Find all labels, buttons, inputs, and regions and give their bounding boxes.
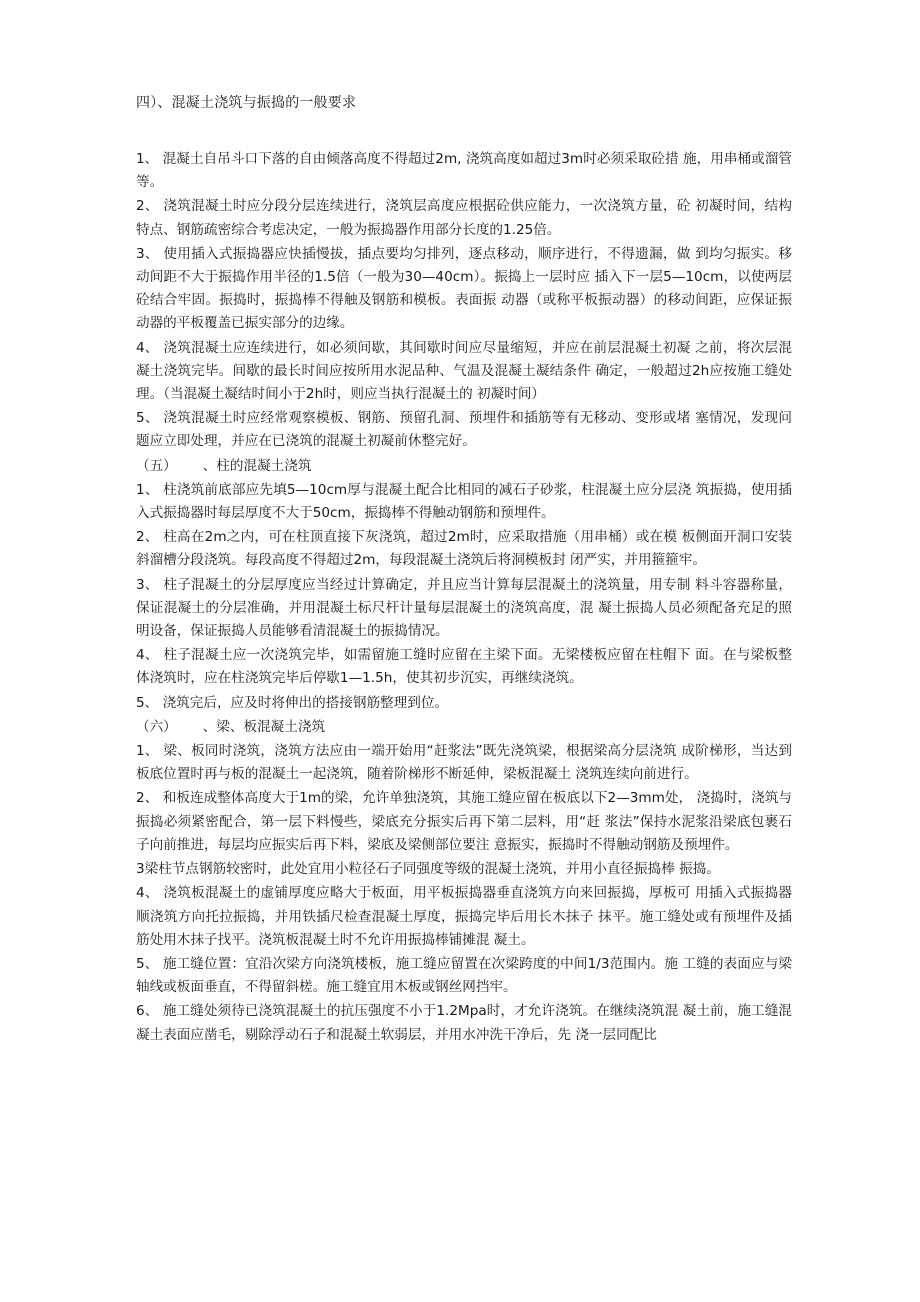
paragraph-4-4: 4、 浇筑混凝土应连续进行，如必须间歇，其间歇时间应尽量缩短，并应在前层混凝土初凝 之前，将次层混凝土浇筑完毕。间歇的最长时间应按所用水泥品种、气温及混凝土凝结条件 确定，一般超过2h应按施工缝处理。（当混凝土凝结时间小于2h时，则应当执行混凝土的 初凝时间） (136, 339, 792, 403)
section-heading-column: （五） 、柱的混凝土浇筑 (136, 457, 312, 474)
paragraph-5-1: 1、 柱浇筑前底部应先填5—10cm厚与混凝土配合比相同的减石子砂浆，柱混凝土应分层浇 筑振捣，使用插入式振捣器时每层厚度不大于50cm，振捣棒不得触动钢筋和预埋件。 (136, 481, 792, 522)
document-page (136, 92, 792, 1048)
paragraph-5-3: 3、 柱子混凝土的分层厚度应当经过计算确定，并且应当计算每层混凝土的浇筑量，用专制 料斗容器称量，保证混凝土的分层准确，并用混凝土标尺杆计量每层混凝土的浇筑高度，混 凝土振捣人员必须配备充足的照明设备，保证振捣人员能够看清混凝土的振捣情况。 (136, 576, 792, 640)
paragraph-4-2: 2、 浇筑混凝土时应分段分层连续进行，浇筑层高度应根据砼供应能力，一次浇筑方量，砼 初凝时间，结构特点、钢筋疏密综合考虑决定，一般为振捣器作用部分长度的1.25倍。 (136, 198, 792, 238)
paragraph-5-2: 2、 柱高在2m之内，可在柱顶直接下灰浇筑，超过2m时，应采取措施（用串桶）或在模 板侧面开洞口安装斜溜槽分段浇筑。每段高度不得超过2m，每段混凝土浇筑后将洞模板封 闭严实，并用箍箍牢。 (136, 529, 792, 569)
paragraph-5-5: 5、 浇筑完后，应及时将伸出的搭接钢筋整理到位。 (136, 694, 449, 711)
paragraph-4-3: 3、 使用插入式振捣器应快插慢拔，插点要均匀排列，逐点移动，顺序进行，不得遗漏，做 到均匀振实。移动间距不大于振捣作用半径的1.5倍（一般为30—40cm）。振捣上一层时应 插入下一层5—10cm，以使两层砼结合牢固。振捣时，振捣棒不得触及钢筋和模板。表面振 动器（或称平板振动器）的移动间距，应保证振动器的平板覆盖已振实部分的边缘。 (136, 245, 792, 332)
paragraph-4-5: 5、 浇筑混凝土时应经常观察模板、钢筋、预留孔洞、预埋件和插筋等有无移动、变形或堵 塞情况，发现问题应立即处理，并应在已浇筑的混凝土初凝前休整完好。 (136, 410, 792, 450)
section-heading-beam-slab: （六） 、梁、板混凝土浇筑 (136, 718, 326, 735)
document-heading: 四）、混凝土浇筑与振捣的一般要求 (136, 95, 357, 111)
paragraph-4-1: 1、 混凝土自吊斗口下落的自由倾落高度不得超过2m, 浇筑高度如超过3m时必须采取砼措 施，用串桶或溜管等。 (136, 151, 792, 191)
paragraph-6-4: 4、 浇筑板混凝土的虚铺厚度应略大于板面，用平板振捣器垂直浇筑方向来回振捣，厚板可 用插入式振捣器顺浇筑方向托拉振捣，并用铁插尺检查混凝土厚度，振捣完毕后用长木抹子 抹平。施工缝处或有预埋件及插筋处用木抹子找平。浇筑板混凝土时不允许用振捣棒铺摊混 凝土。 (136, 885, 792, 948)
paragraph-6-5: 5、 施工缝位置：宜沿次梁方向浇筑楼板，施工缝应留置在次梁跨度的中间1/3范围内。施 工缝的表面应与梁轴线或板面垂直，不得留斜槎。施工缝宜用木板或钢丝网挡牢。 (136, 955, 792, 996)
paragraph-6-3: 3梁柱节点钢筋较密时，此处宜用小粒径石子同强度等级的混凝土浇筑，并用小直径振捣棒 振捣。 (136, 861, 720, 878)
paragraph-6-2: 2、 和板连成整体高度大于1m的梁，允许单独浇筑，其施工缝应留在板底以下2—3mm处， 浇捣时，浇筑与振捣必须紧密配合，第一层下料慢些，梁底充分振实后再下第二层料，用“赶 浆法”保持水泥浆沿梁底包裹石子向前推进，每层均应振实后再下料，梁底及梁侧部位要注 意振实，振捣时不得触动钢筋及预埋件。 (136, 790, 792, 853)
paragraph-5-4: 4、 柱子混凝土应一次浇筑完毕，如需留施工缝时应留在主梁下面。无梁楼板应留在柱帽下 面。在与梁板整体浇筑时，应在柱浇筑完毕后停歇1—1.5h，使其初步沉实，再继续浇筑。 (136, 647, 792, 687)
paragraph-6-1: 1、 梁、板同时浇筑，浇筑方法应由一端开始用“赶浆法”既先浇筑梁，根据梁高分层浇筑 成阶梯形，当达到板底位置时再与板的混凝土一起浇筑，随着阶梯形不断延伸，梁板混凝土 浇筑连续向前进行。 (136, 743, 792, 783)
paragraph-6-6: 6、 施工缝处须待已浇筑混凝土的抗压强度不小于1.2Mpa时，才允许浇筑。在继续浇筑混 凝土前，施工缝混凝土表面应凿毛，剔除浮动石子和混凝土软弱层，并用水冲洗干净后，先 浇一层同配比 (136, 1003, 792, 1043)
